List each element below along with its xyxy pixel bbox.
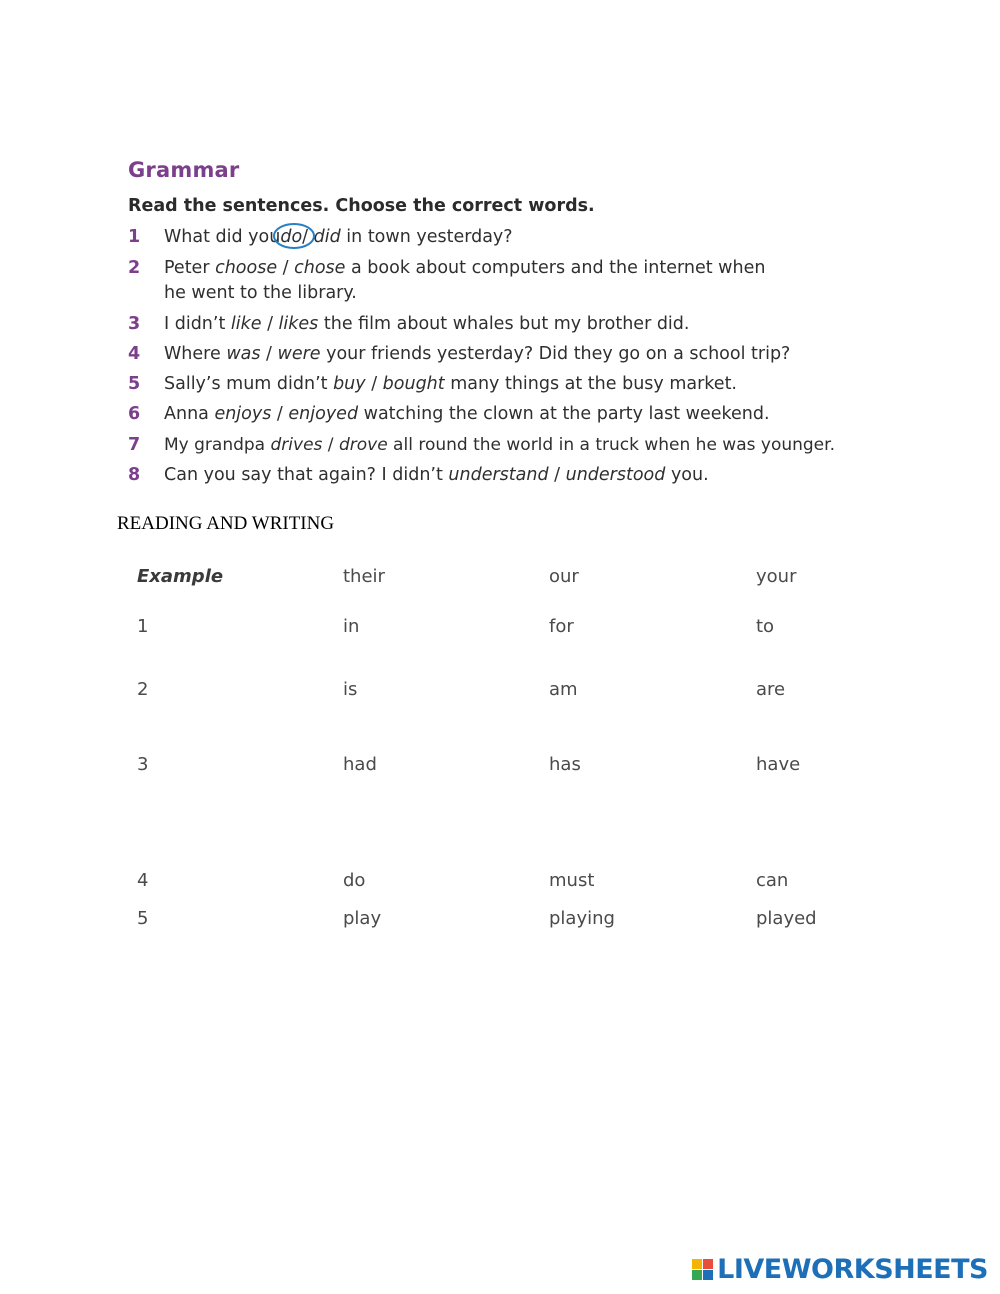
option-b[interactable]: for: [549, 616, 574, 637]
option-separator: /: [365, 374, 383, 394]
option-1[interactable]: enjoys: [214, 404, 272, 424]
question-4: [164, 342, 790, 367]
option-separator: /: [322, 435, 339, 455]
question-6: [164, 402, 770, 427]
question-text: all round the world in a truck when he was younger.: [387, 435, 835, 455]
option-1[interactable]: drives: [270, 435, 323, 455]
option-c[interactable]: to: [756, 616, 775, 637]
option-2[interactable]: chose: [294, 258, 346, 278]
question-text: Can you say that again? I didn’t: [164, 465, 449, 485]
option-1[interactable]: like: [230, 314, 262, 334]
logo-blocks-icon: [692, 1259, 714, 1281]
option-c[interactable]: are: [756, 679, 786, 700]
option-c[interactable]: your: [756, 566, 797, 587]
option-2[interactable]: drove: [338, 435, 388, 455]
option-2[interactable]: understood: [565, 465, 666, 485]
option-a[interactable]: do: [343, 870, 366, 891]
question-text: in town yesterday?: [340, 227, 513, 247]
row-label: 3: [137, 754, 149, 775]
question-5: [164, 372, 737, 397]
option-2[interactable]: did: [313, 227, 341, 247]
option-a[interactable]: their: [343, 566, 385, 587]
question-text: I didn’t: [164, 314, 231, 334]
option-1[interactable]: understand: [448, 465, 549, 485]
liveworksheets-logo[interactable]: [692, 1254, 988, 1285]
row-label: 2: [137, 679, 149, 700]
question-text: your friends yesterday? Did they go on a school trip?: [320, 344, 791, 364]
question-text: a book about computers and the internet when: [345, 258, 766, 278]
question-text: Sally’s mum didn’t: [164, 374, 334, 394]
option-1[interactable]: buy: [333, 374, 366, 394]
option-separator: /: [277, 258, 295, 278]
question-text: watching the clown at the party last weekend.: [358, 404, 770, 424]
option-1[interactable]: choose: [215, 258, 278, 278]
question-text: Anna: [164, 404, 215, 424]
question-number: 8: [128, 465, 141, 485]
question-1: [164, 225, 513, 250]
option-b[interactable]: playing: [549, 908, 615, 929]
grammar-instruction: Read the sentences. Choose the correct words.: [128, 196, 595, 216]
option-separator: /: [260, 344, 278, 364]
grammar-heading: Grammar: [128, 158, 240, 182]
question-text: My grandpa: [164, 435, 271, 455]
question-number: 1: [128, 227, 141, 247]
option-2[interactable]: enjoyed: [288, 404, 359, 424]
reading-writing-title: READING AND WRITING: [117, 513, 335, 534]
question-text: many things at the busy market.: [444, 374, 737, 394]
question-3: [164, 312, 689, 337]
option-1: do: [280, 227, 303, 247]
question-number: 3: [128, 314, 141, 334]
answer-circle-icon: [274, 221, 318, 253]
row-label: 5: [137, 908, 149, 929]
option-b[interactable]: am: [549, 679, 578, 700]
question-number: 5: [128, 374, 141, 394]
option-2[interactable]: were: [277, 344, 321, 364]
option-2[interactable]: bought: [382, 374, 445, 394]
option-b[interactable]: must: [549, 870, 595, 891]
row-label: 4: [137, 870, 149, 891]
question-number: 6: [128, 404, 141, 424]
option-b[interactable]: our: [549, 566, 579, 587]
option-a[interactable]: in: [343, 616, 360, 637]
question-8: [164, 463, 709, 488]
option-separator: /: [548, 465, 566, 485]
row-label: 1: [137, 616, 149, 637]
question-number: 7: [128, 435, 141, 455]
option-1[interactable]: was: [226, 344, 261, 364]
option-a[interactable]: is: [343, 679, 358, 700]
option-a[interactable]: play: [343, 908, 382, 929]
question-text: Peter: [164, 258, 216, 278]
question-text: What did you: [164, 227, 281, 247]
option-c[interactable]: can: [756, 870, 789, 891]
selected-answer[interactable]: [280, 225, 302, 250]
row-label: Example: [137, 566, 224, 587]
option-b[interactable]: has: [549, 754, 581, 775]
question-number: 2: [128, 258, 141, 278]
question-number: 4: [128, 344, 141, 364]
option-a[interactable]: had: [343, 754, 377, 775]
question-2-line-2: he went to the library.: [164, 283, 357, 303]
question-7: [164, 433, 835, 458]
option-separator: /: [271, 404, 289, 424]
question-text: Where: [164, 344, 227, 364]
question-text: the film about whales but my brother did.: [318, 314, 690, 334]
option-separator: /: [261, 314, 279, 334]
question-text: you.: [665, 465, 709, 485]
option-c[interactable]: have: [756, 754, 801, 775]
option-c[interactable]: played: [756, 908, 817, 929]
question-2: [164, 256, 765, 281]
logo-text: LIVEWORKSHEETS: [717, 1254, 988, 1285]
option-separator: /: [302, 227, 314, 247]
option-2[interactable]: likes: [278, 314, 319, 334]
